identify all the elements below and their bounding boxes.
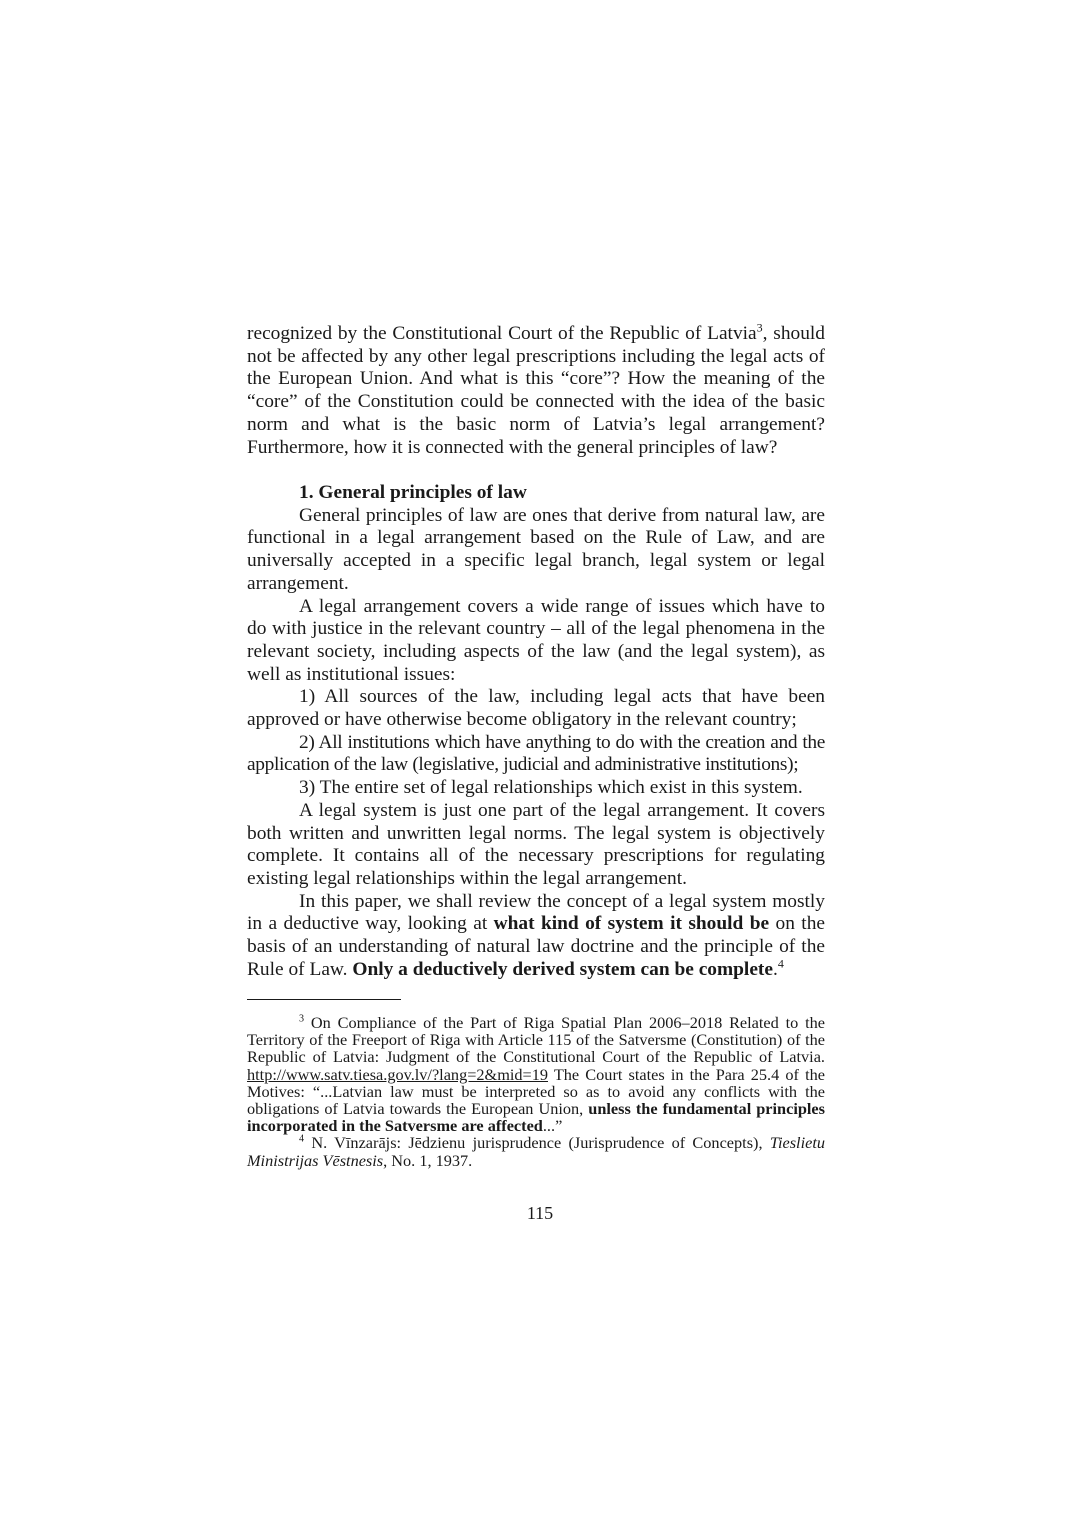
footnote-ref-3[interactable]: 3 — [756, 320, 763, 335]
section-general-principles — [247, 482, 825, 981]
emphasis-deductive: Only a deductively derived system can be complete — [352, 958, 773, 980]
footnote-text: On Compliance of the Part of Riga Spatial Plan 2006–2018 Related to the Territory of the Freeport of Riga with Article 115 of the Satversme (Constitution) of the Republic of Latvia: Judgment of the Constitutional Court of the Republic of Latvia. — [247, 1013, 825, 1067]
footnote-text: ...” — [542, 1116, 563, 1136]
intro-text-a: recognized by the Constitutional Court of the Republic of Latvia — [247, 323, 757, 344]
final-text-b: on the basis of an understanding of natural law doctrine and the principle of the Rule of Law. — [247, 913, 825, 980]
footnotes — [247, 1014, 825, 1169]
intro-paragraph — [247, 320, 825, 459]
footnote-text: N. Vīnzarājs: Jēdzienu jurisprudence (Jurisprudence of Concepts), — [304, 1133, 770, 1153]
list-item: 3) The entire set of legal relationships which exist in this system. — [299, 777, 803, 799]
page-number: 115 — [526, 1203, 554, 1223]
paragraph: General principles of law are ones that derive from natural law, are functional in a legal arrangement based on the Rule of Law, and are universally accepted in a specific legal branch, legal system or legal arrangement. — [247, 504, 825, 594]
footnote-3 — [247, 1014, 825, 1134]
paragraph-final — [247, 891, 825, 982]
footnote-mark: 4 — [299, 1134, 305, 1145]
list-item: 2) All institutions which have anything to do with the creation and the application of the law (legislative, judicial and administrative institutions); — [247, 731, 825, 776]
journal-title: Tieslietu Ministrijas Vēstnesis — [247, 1133, 825, 1170]
intro-text-b: , should not be affected by any other legal prescriptions including the legal acts of the European Union. And what is this “core”? How the meaning of the “core” of the Constitution could be connected with the idea of the basic norm and what is the basic norm of Latvia’s legal arrangement? Furthermore, how it is connected with the general principles of law? — [247, 323, 825, 458]
paragraph: A legal arrangement covers a wide range of issues which have to do with justice in the relevant country – all of the legal phenomena in the relevant society, including aspects of the law (and the legal system), as well as institutional issues: — [247, 595, 825, 685]
paragraph: A legal system is just one part of the legal arrangement. It covers both written and unwritten legal norms. The legal system is objectively complete. It contains all of the necessary prescriptions for regulating existing legal relationships within the legal arrangement. — [247, 799, 825, 889]
section-heading: 1. General principles of law — [299, 482, 527, 503]
final-text-a: In this paper, we shall review the concept of a legal system mostly in a deductive way, looking at — [247, 890, 825, 935]
list-item: 1) All sources of the law, including legal acts that have been approved or have otherwise become obligatory in the relevant country; — [247, 686, 825, 731]
footnote-4 — [247, 1134, 825, 1168]
footnote-ref-4[interactable]: 4 — [777, 956, 784, 971]
footnote-text: The Court states in the Para 25.4 of the Motives: “...Latvian law must be interpreted so as to avoid any conflicts with the obligations of Latvia towards the European Union, — [247, 1064, 825, 1119]
emphasis-system: what kind of system it should be — [493, 913, 770, 935]
footnote-link[interactable]: http://www.satv.tiesa.gov.lv/?lang=2&mid=19 — [247, 1064, 548, 1084]
final-text-c: . — [773, 958, 778, 980]
footnote-mark: 3 — [299, 1013, 305, 1025]
footnote-divider — [247, 999, 401, 1000]
footnote-emphasis: unless the fundamental principles incorporated in the Satversme are affected — [247, 1099, 825, 1136]
footnote-text: , No. 1, 1937. — [383, 1150, 473, 1170]
